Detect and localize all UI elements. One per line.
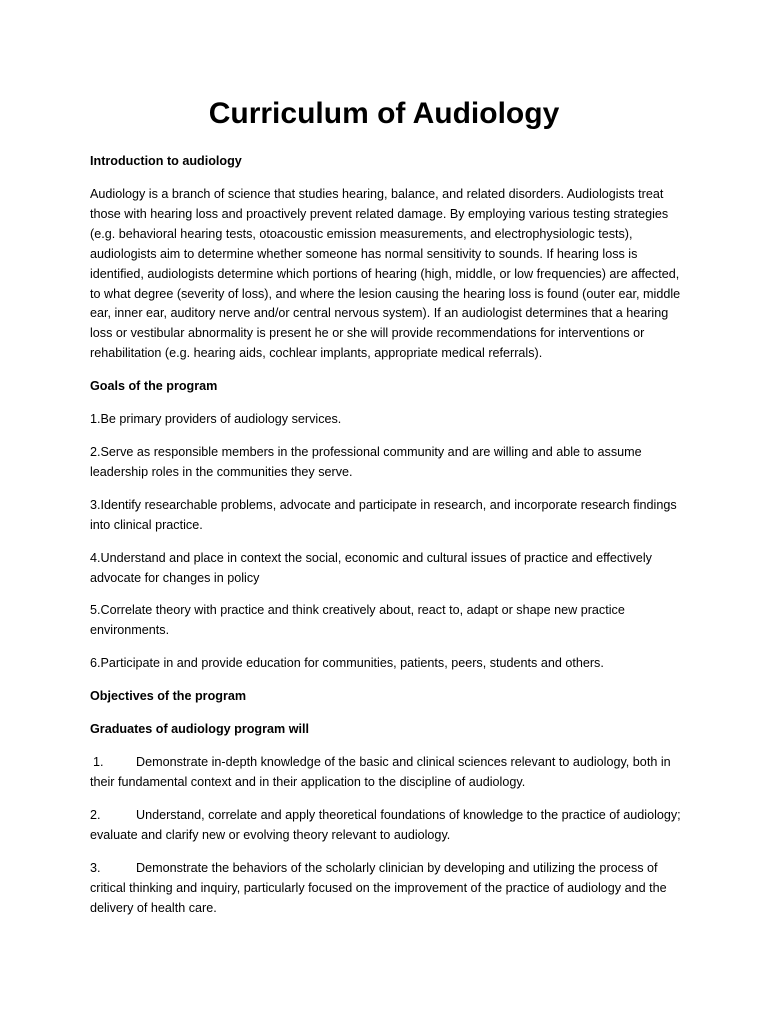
objective-number: 2. bbox=[90, 808, 101, 822]
objective-text: Demonstrate the behaviors of the scholarly clinician by developing and utilizing the process of critical thinking and inquiry, particularly focused on the improvement of the practice of audiology and the delivery of health care. bbox=[90, 861, 667, 915]
goal-item: 3.Identify researchable problems, advocate and participate in research, and incorporate research findings into clinical practice. bbox=[90, 498, 677, 532]
graduates-heading: Graduates of audiology program will bbox=[90, 722, 310, 736]
objective-text: Demonstrate in-depth knowledge of the basic and clinical sciences relevant to audiology, both in their fundamental context and in their application to the discipline of audiology. bbox=[90, 755, 671, 789]
objective-item bbox=[90, 859, 690, 919]
objective-item bbox=[90, 753, 690, 793]
goal-item: 6.Participate in and provide education for communities, patients, peers, students and others. bbox=[90, 656, 604, 670]
goal-item: 2.Serve as responsible members in the professional community and are willing and able to assume leadership roles in the communities they serve. bbox=[90, 445, 642, 479]
intro-heading: Introduction to audiology bbox=[90, 154, 242, 168]
page-title: Curriculum of Audiology bbox=[208, 97, 560, 130]
goal-item: 1.Be primary providers of audiology services. bbox=[90, 412, 342, 426]
goal-item: 5.Correlate theory with practice and think creatively about, react to, adapt or shape new practice environments. bbox=[90, 603, 625, 637]
objective-text: Understand, correlate and apply theoretical foundations of knowledge to the practice of audiology; evaluate and clarify new or evolving theory relevant to audiology. bbox=[90, 808, 681, 842]
objectives-heading: Objectives of the program bbox=[90, 689, 247, 703]
goal-item: 4.Understand and place in context the social, economic and cultural issues of practice and effectively advocate for changes in policy bbox=[90, 551, 652, 585]
objective-number: 3. bbox=[90, 861, 101, 875]
intro-paragraph: Audiology is a branch of science that studies hearing, balance, and related disorders. Audiologists treat those with hearing loss and proactively prevent related damage. By employing various testing strategies (e.g. behavioral hearing tests, otoacoustic emission measurements, and electrophysiologic tests), audiologists aim to determine whether someone has normal sensitivity to sounds. If hearing loss is identified, audiologists determine which portions of hearing (high, middle, or low frequencies) are affected, to what degree (severity of loss), and where the lesion causing the hearing loss is found (outer ear, middle ear, inner ear, auditory nerve and/or central nervous system). If an audiologist determines that a hearing loss or vestibular abnormality is present he or she will provide recommendations for interventions or rehabilitation (e.g. hearing aids, cochlear implants, appropriate medical referrals). bbox=[90, 187, 681, 361]
objective-item bbox=[90, 806, 690, 846]
objective-number: 1. bbox=[93, 755, 104, 769]
goals-heading: Goals of the program bbox=[90, 379, 218, 393]
